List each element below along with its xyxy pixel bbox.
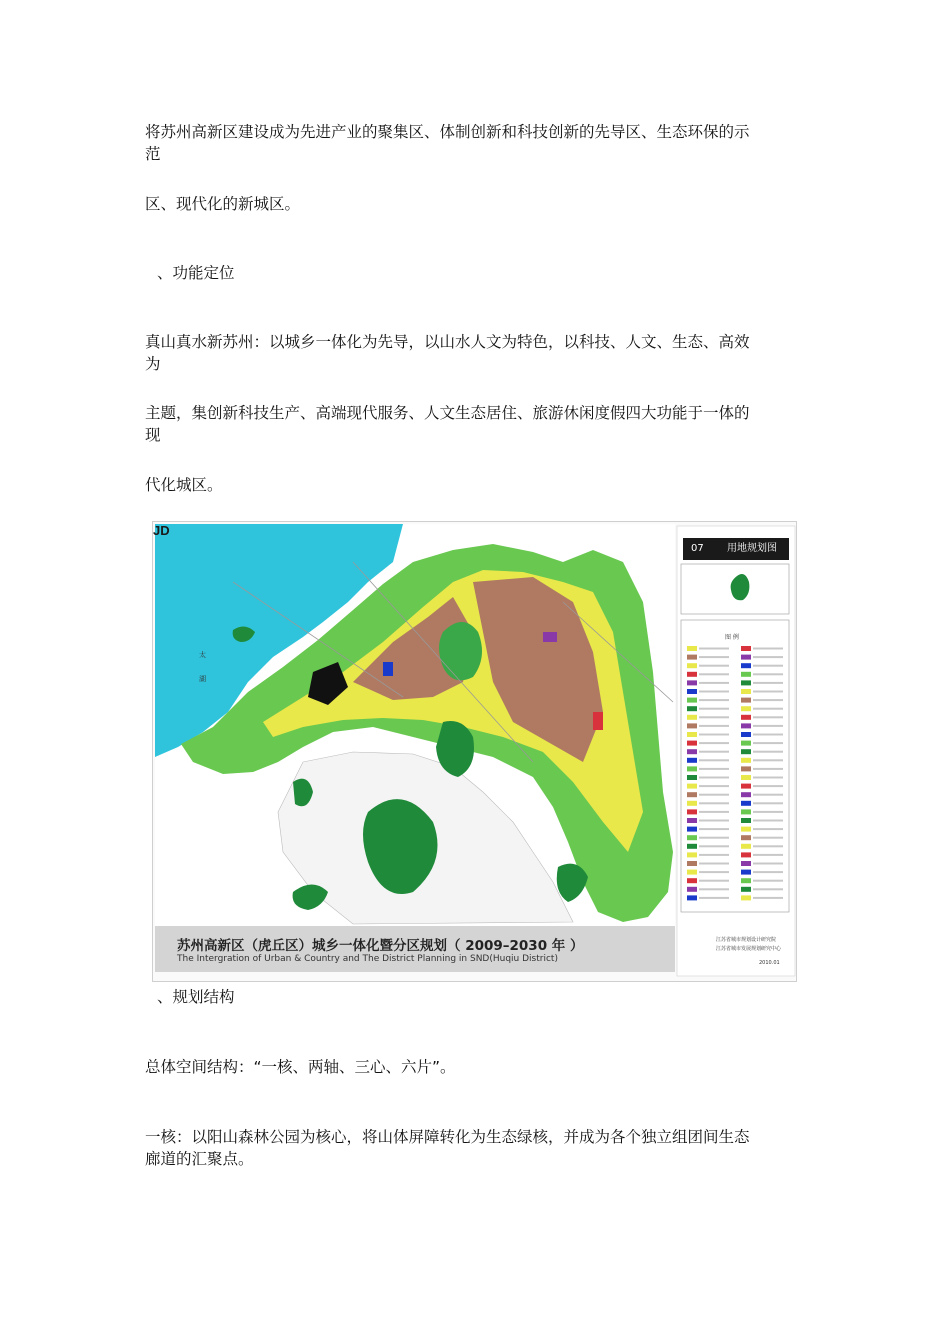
legend-swatch xyxy=(741,852,751,857)
legend-swatch xyxy=(741,801,751,806)
legend-swatch xyxy=(741,861,751,866)
legend-label-placeholder xyxy=(699,759,729,761)
legend-label-placeholder xyxy=(753,863,783,865)
legend-label-placeholder xyxy=(699,863,729,865)
legend-label-placeholder xyxy=(699,785,729,787)
legend-label-placeholder xyxy=(753,682,783,684)
legend-label-placeholder xyxy=(699,734,729,736)
paragraph-one-core xyxy=(145,1126,800,1170)
legend-swatch xyxy=(687,758,697,763)
legend-label-placeholder xyxy=(753,802,783,804)
legend-swatch xyxy=(687,706,697,711)
legend-label-placeholder xyxy=(699,699,729,701)
legend-label-placeholder xyxy=(753,794,783,796)
legend-swatch xyxy=(741,895,751,900)
map-title-en: The Intergration of Urban & Country and The District Planning in SND(Huqiu District) xyxy=(177,954,558,964)
paragraph-function-line3: 代化城区。 xyxy=(145,476,223,494)
legend-swatch xyxy=(687,749,697,754)
legend-label-placeholder xyxy=(753,888,783,890)
legend-label-placeholder xyxy=(699,880,729,882)
land-use-plan-map xyxy=(152,521,797,982)
legend-swatch xyxy=(741,818,751,823)
special-block xyxy=(593,712,603,730)
legend-swatch xyxy=(687,646,697,651)
legend-swatch xyxy=(741,706,751,711)
legend-label-placeholder xyxy=(753,716,783,718)
text-wrap: 为 xyxy=(145,355,161,373)
legend-label-placeholder xyxy=(753,691,783,693)
legend-label-placeholder xyxy=(753,734,783,736)
legend-label-placeholder xyxy=(699,802,729,804)
legend-swatch xyxy=(741,809,751,814)
text: 一核：以阳山森林公园为核心，将山体屏障转化为生态绿核，并成为各个独立组团间生态 xyxy=(145,1128,750,1146)
legend-label-placeholder xyxy=(699,845,729,847)
legend-label-placeholder xyxy=(699,742,729,744)
legend-label-placeholder xyxy=(753,845,783,847)
legend-label-placeholder xyxy=(753,708,783,710)
legend-swatch xyxy=(741,870,751,875)
legend-swatch xyxy=(687,887,697,892)
legend-swatch xyxy=(687,861,697,866)
legend-label-placeholder xyxy=(753,751,783,753)
legend-swatch xyxy=(687,895,697,900)
legend-label-placeholder xyxy=(753,665,783,667)
legend-swatch xyxy=(741,835,751,840)
legend-swatch xyxy=(687,818,697,823)
legend-label-placeholder xyxy=(753,871,783,873)
legend-label-placeholder xyxy=(699,691,729,693)
legend-swatch xyxy=(687,741,697,746)
legend-swatch xyxy=(687,680,697,685)
legend-swatch xyxy=(687,698,697,703)
legend-label-placeholder xyxy=(699,871,729,873)
legend-swatch xyxy=(687,844,697,849)
legend-swatch xyxy=(687,827,697,832)
legend-swatch xyxy=(741,741,751,746)
legend-swatch xyxy=(741,655,751,660)
legend-swatch xyxy=(687,723,697,728)
legend-label-placeholder xyxy=(753,656,783,658)
legend-swatch xyxy=(741,766,751,771)
legend-label-placeholder xyxy=(753,854,783,856)
legend-label-placeholder xyxy=(753,759,783,761)
legend-swatch xyxy=(687,852,697,857)
legend-label-placeholder xyxy=(699,794,729,796)
legend-label-placeholder xyxy=(699,854,729,856)
text: 主题，集创新科技生产、高端现代服务、人文生态居住、旅游休闲度假四大功能于一体的 xyxy=(145,404,750,422)
map-panel-title xyxy=(683,538,789,560)
legend-label-placeholder xyxy=(699,716,729,718)
legend-swatch xyxy=(741,698,751,703)
legend-swatch xyxy=(741,689,751,694)
text-wrap: 范 xyxy=(145,145,161,163)
institute-logo-icon xyxy=(153,522,173,538)
legend-heading: 图 例 xyxy=(725,634,739,641)
legend-swatch xyxy=(741,749,751,754)
industrial-block xyxy=(543,632,557,642)
legend-label-placeholder xyxy=(753,820,783,822)
panel-title: 用地规划图 xyxy=(727,543,777,554)
legend-swatch xyxy=(741,887,751,892)
legend-swatch xyxy=(741,827,751,832)
institute-line2: 江苏省城市发展规划研究中心 xyxy=(716,946,782,952)
legend-label-placeholder xyxy=(753,777,783,779)
legend-label-placeholder xyxy=(753,880,783,882)
text: 真山真水新苏州：以城乡一体化为先导，以山水人文为特色，以科技、人文、生态、高效 xyxy=(145,333,750,351)
legend-swatch xyxy=(741,784,751,789)
legend-label-placeholder xyxy=(753,897,783,899)
legend-swatch xyxy=(741,663,751,668)
legend-swatch xyxy=(741,672,751,677)
institute-line1: 江苏省城市规划设计研究院 xyxy=(716,937,777,943)
panel-number: 07 xyxy=(691,543,704,554)
legend-swatch xyxy=(687,792,697,797)
legend-label-placeholder xyxy=(699,768,729,770)
text-wrap: 现 xyxy=(145,426,161,444)
legend-swatch xyxy=(741,844,751,849)
paragraph-overall-structure: 总体空间结构：“一核、两轴、三心、六片”。 xyxy=(145,1058,456,1076)
logo-text: JD xyxy=(153,523,170,538)
legend-label-placeholder xyxy=(753,768,783,770)
legend-label-placeholder xyxy=(699,811,729,813)
legend-swatch xyxy=(687,663,697,668)
legend-label-placeholder xyxy=(753,648,783,650)
lake-label-2: 湖 xyxy=(199,675,206,683)
legend-swatch xyxy=(741,878,751,883)
legend-label-placeholder xyxy=(699,682,729,684)
legend-swatch xyxy=(687,870,697,875)
legend-label-placeholder xyxy=(699,673,729,675)
legend-swatch xyxy=(687,672,697,677)
legend-label-placeholder xyxy=(753,673,783,675)
legend-swatch xyxy=(741,715,751,720)
legend-label-placeholder xyxy=(753,725,783,727)
legend-box xyxy=(681,620,789,912)
legend-label-placeholder xyxy=(699,708,729,710)
map-date: 2010.01 xyxy=(759,960,780,966)
legend-label-placeholder xyxy=(699,648,729,650)
legend-swatch xyxy=(687,689,697,694)
legend-swatch xyxy=(741,732,751,737)
text-line2: 廊道的汇聚点。 xyxy=(145,1150,254,1168)
legend-label-placeholder xyxy=(699,665,729,667)
legend-swatch xyxy=(741,792,751,797)
legend-swatch xyxy=(687,732,697,737)
public-block xyxy=(383,662,393,676)
legend-label-placeholder xyxy=(753,811,783,813)
heading-function-positioning: 、功能定位 xyxy=(157,264,235,282)
legend-swatch xyxy=(741,680,751,685)
lake-label-1: 太 xyxy=(199,651,206,659)
legend-label-placeholder xyxy=(699,897,729,899)
legend-label-placeholder xyxy=(699,820,729,822)
paragraph-function-line1 xyxy=(145,331,800,375)
paragraph-function-line2 xyxy=(145,402,800,446)
map-graphic xyxy=(153,522,796,981)
legend-label-placeholder xyxy=(699,656,729,658)
map-title-cn: 苏州高新区（虎丘区）城乡一体化暨分区规划（ 2009–2030 年 ） xyxy=(177,938,584,954)
legend-label-placeholder xyxy=(699,888,729,890)
legend-label-placeholder xyxy=(699,725,729,727)
legend-swatch xyxy=(687,655,697,660)
legend-swatch xyxy=(687,835,697,840)
legend-swatch xyxy=(687,784,697,789)
legend-swatch xyxy=(741,758,751,763)
legend-label-placeholder xyxy=(699,777,729,779)
legend-label-placeholder xyxy=(753,837,783,839)
legend-swatch xyxy=(687,715,697,720)
legend-label-placeholder xyxy=(753,828,783,830)
text: 将苏州高新区建设成为先进产业的聚集区、体制创新和科技创新的先导区、生态环保的示 xyxy=(145,123,750,141)
legend-swatch xyxy=(741,646,751,651)
paragraph-goal-line2: 区、现代化的新城区。 xyxy=(145,195,301,213)
legend-label-placeholder xyxy=(753,785,783,787)
heading-planning-structure: 、规划结构 xyxy=(157,988,235,1006)
legend-swatch xyxy=(687,766,697,771)
legend-label-placeholder xyxy=(699,828,729,830)
legend-swatch xyxy=(687,809,697,814)
legend-label-placeholder xyxy=(753,742,783,744)
legend-swatch xyxy=(687,775,697,780)
legend-label-placeholder xyxy=(699,837,729,839)
legend-swatch xyxy=(741,723,751,728)
legend-label-placeholder xyxy=(753,699,783,701)
legend-swatch xyxy=(687,878,697,883)
legend-label-placeholder xyxy=(699,751,729,753)
legend-swatch xyxy=(687,801,697,806)
paragraph-goal-line1 xyxy=(145,121,800,165)
legend-swatch xyxy=(741,775,751,780)
